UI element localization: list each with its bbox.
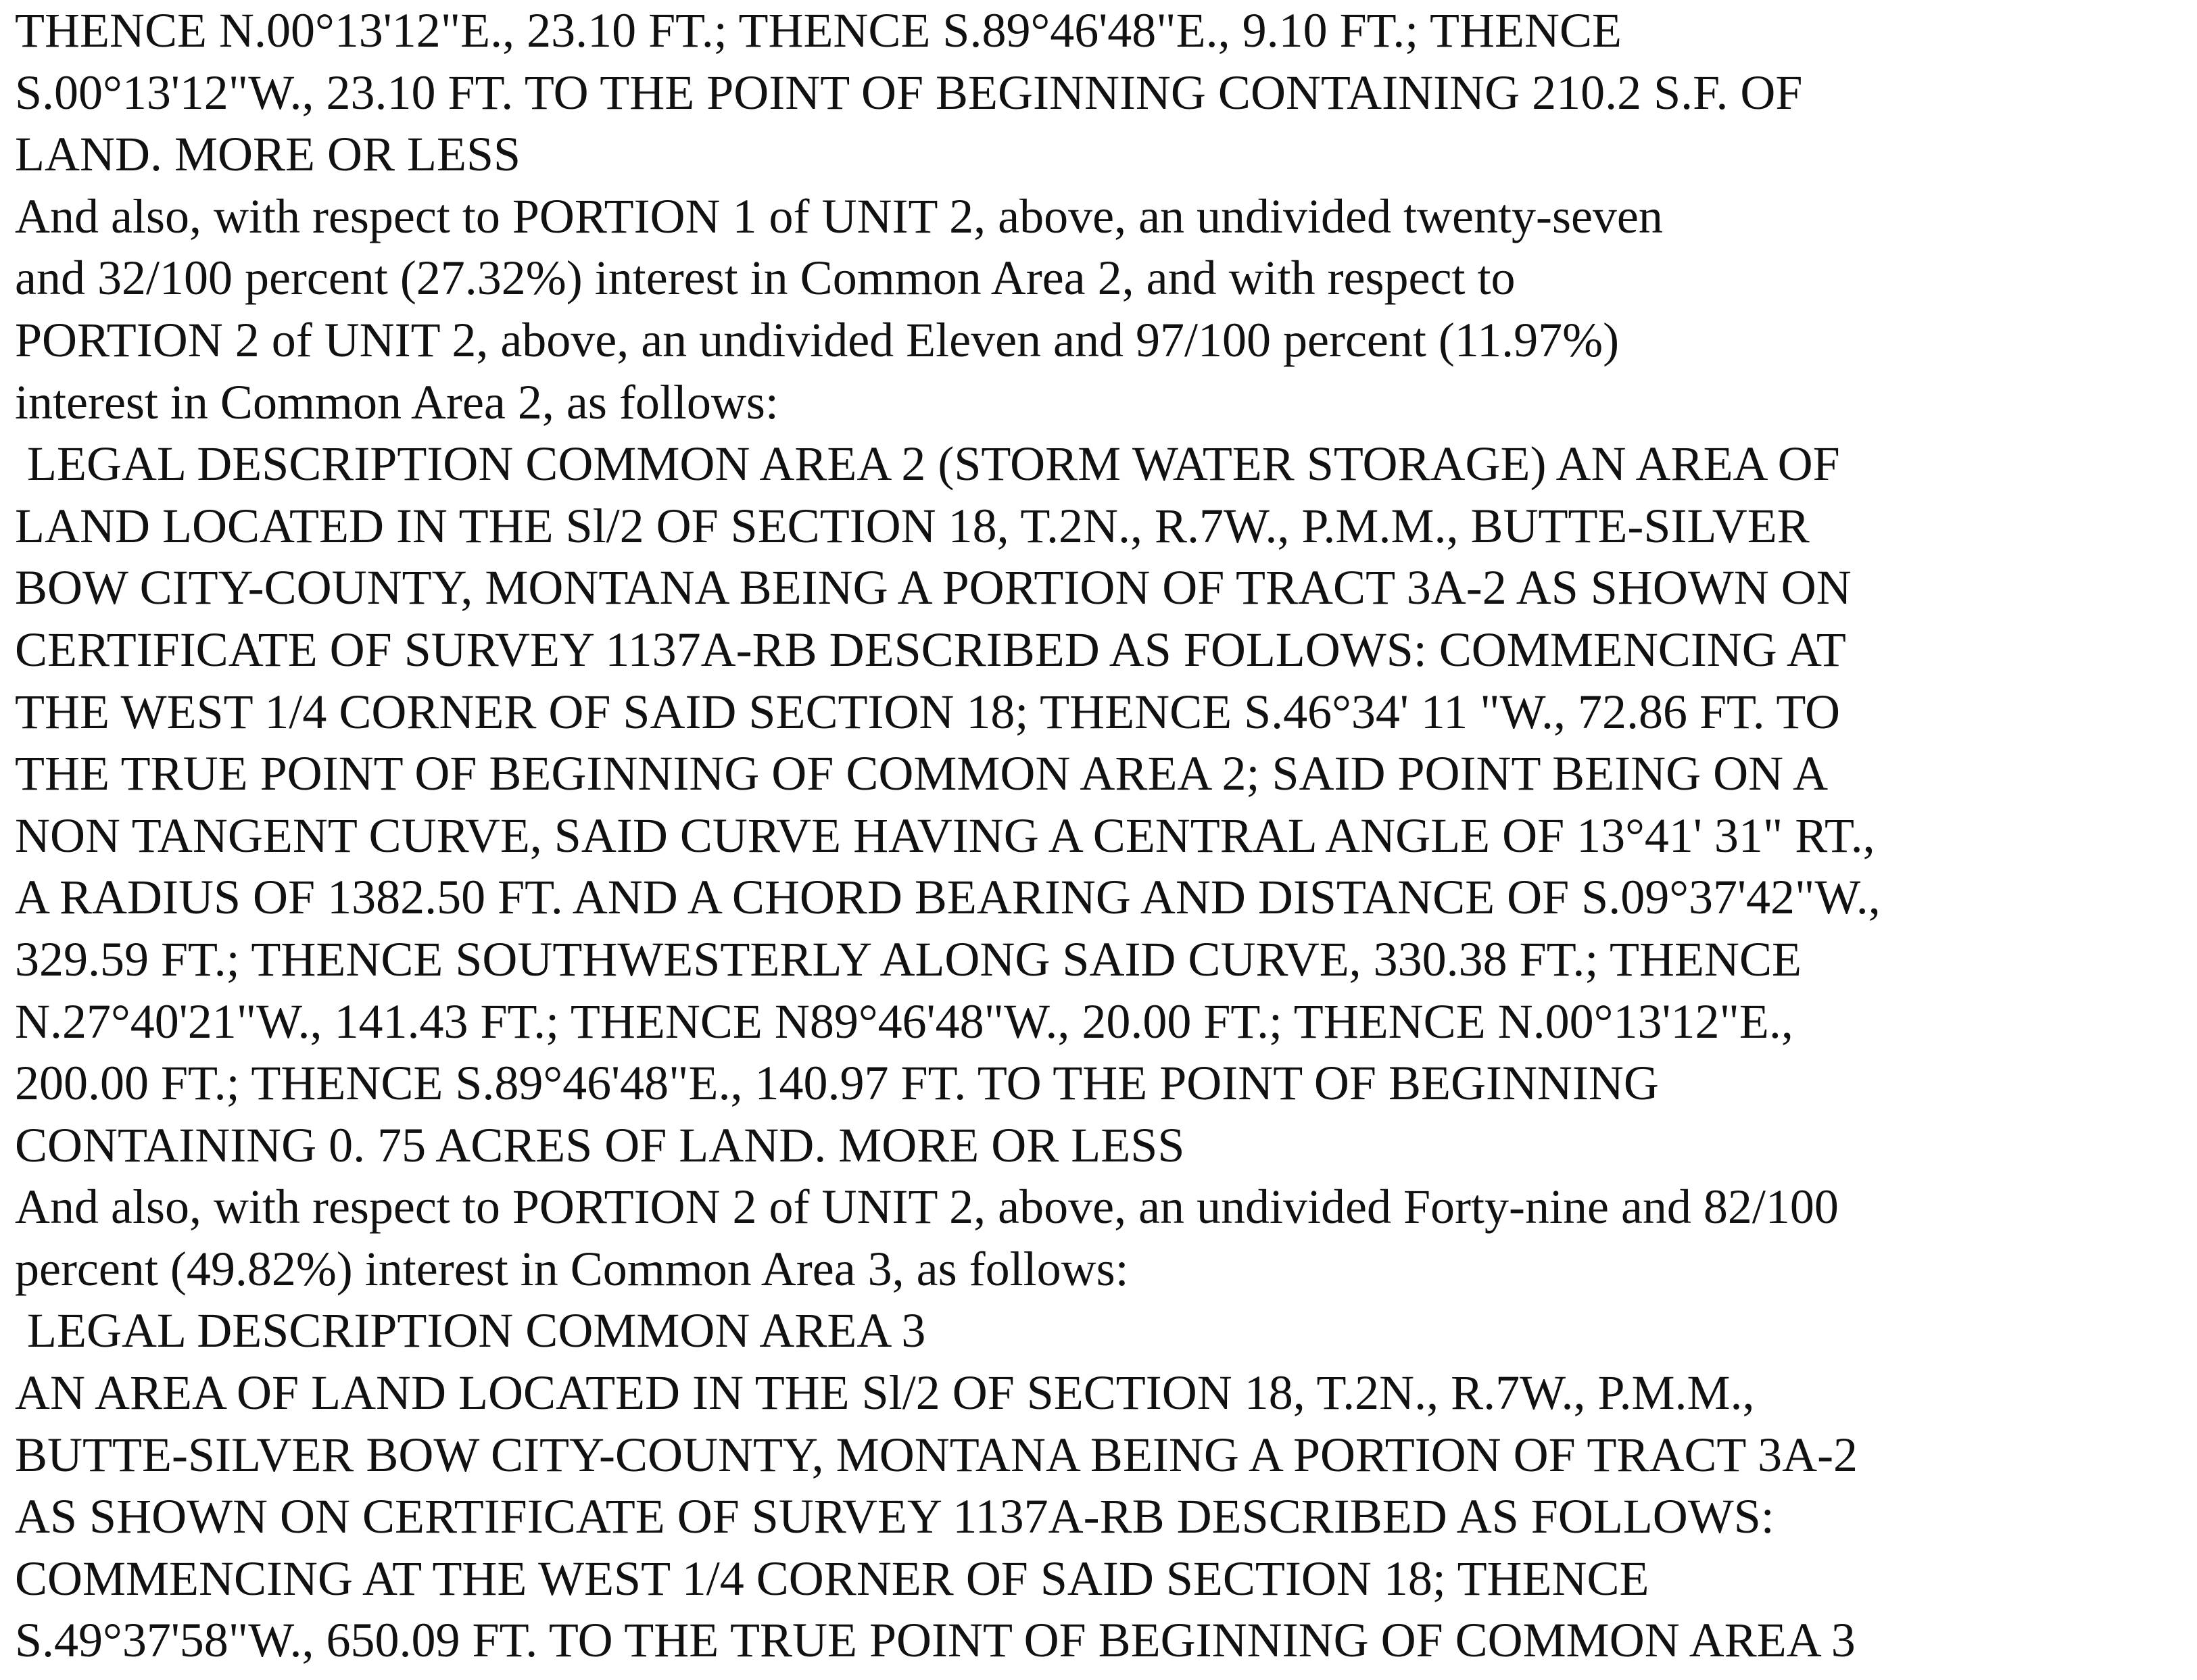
text-line: CERTIFICATE OF SURVEY 1137A-RB DESCRIBED AS FOLLOWS: COMMENCING AT — [15, 622, 1846, 677]
text-line: S.00°13'12"W., 23.10 FT. TO THE POINT OF BEGINNING CONTAINING 210.2 S.F. OF — [15, 65, 1803, 120]
section-heading-common-area-3: LEGAL DESCRIPTION COMMON AREA 3 — [15, 1303, 926, 1358]
text-line: NON TANGENT CURVE, SAID CURVE HAVING A CENTRAL ANGLE OF 13°41' 31" RT., — [15, 808, 1875, 863]
section-heading-common-area-2: LEGAL DESCRIPTION COMMON AREA 2 (STORM WATER STORAGE) AN AREA OF — [15, 437, 1840, 491]
document-page — [15, 0, 2192, 1672]
text-line: and 32/100 percent (27.32%) interest in Common Area 2, and with respect to — [15, 251, 1516, 306]
text-line: THE TRUE POINT OF BEGINNING OF COMMON AREA 2; SAID POINT BEING ON A — [15, 746, 1829, 801]
text-line: CONTAINING 0. 75 ACRES OF LAND. MORE OR LESS — [15, 1118, 1185, 1172]
text-line: And also, with respect to PORTION 2 of UNIT 2, above, an undivided Forty-nine and 82/100 — [15, 1180, 1839, 1234]
text-line: THE WEST 1/4 CORNER OF SAID SECTION 18; THENCE S.46°34' 11 "W., 72.86 FT. TO — [15, 684, 1840, 739]
text-line: BUTTE-SILVER BOW CITY-COUNTY, MONTANA BEING A PORTION OF TRACT 3A-2 — [15, 1427, 1858, 1482]
text-line: 200.00 FT.; THENCE S.89°46'48"E., 140.97 FT. TO THE POINT OF BEGINNING — [15, 1056, 1659, 1111]
text-line: S.49°37'58"W., 650.09 FT. TO THE TRUE POINT OF BEGINNING OF COMMON AREA 3 — [15, 1613, 1856, 1668]
text-line: COMMENCING AT THE WEST 1/4 CORNER OF SAID SECTION 18; THENCE — [15, 1551, 1649, 1606]
text-line: LAND. MORE OR LESS — [15, 127, 521, 182]
text-line: THENCE N.00°13'12"E., 23.10 FT.; THENCE S.89°46'48"E., 9.10 FT.; THENCE — [15, 3, 1622, 57]
text-line: A RADIUS OF 1382.50 FT. AND A CHORD BEARING AND DISTANCE OF S.09°37'42"W., — [15, 870, 1881, 925]
text-line: AS SHOWN ON CERTIFICATE OF SURVEY 1137A-RB DESCRIBED AS FOLLOWS: — [15, 1489, 1775, 1544]
text-line: N.27°40'21"W., 141.43 FT.; THENCE N89°46'48"W., 20.00 FT.; THENCE N.00°13'12"E., — [15, 994, 1793, 1049]
text-line: interest in Common Area 2, as follows: — [15, 375, 779, 429]
text-line: LAND LOCATED IN THE Sl/2 OF SECTION 18, T.2N., R.7W., P.M.M., BUTTE-SILVER — [15, 498, 1810, 553]
text-line: percent (49.82%) interest in Common Area 3, as follows: — [15, 1241, 1129, 1296]
text-line: BOW CITY-COUNTY, MONTANA BEING A PORTION OF TRACT 3A-2 AS SHOWN ON — [15, 560, 1852, 615]
text-line: And also, with respect to PORTION 1 of UNIT 2, above, an undivided twenty-seven — [15, 189, 1663, 243]
text-line: PORTION 2 of UNIT 2, above, an undivided Eleven and 97/100 percent (11.97%) — [15, 312, 1620, 367]
text-line: AN AREA OF LAND LOCATED IN THE Sl/2 OF SECTION 18, T.2N., R.7W., P.M.M., — [15, 1366, 1755, 1420]
text-line: 329.59 FT.; THENCE SOUTHWESTERLY ALONG SAID CURVE, 330.38 FT.; THENCE — [15, 932, 1802, 986]
